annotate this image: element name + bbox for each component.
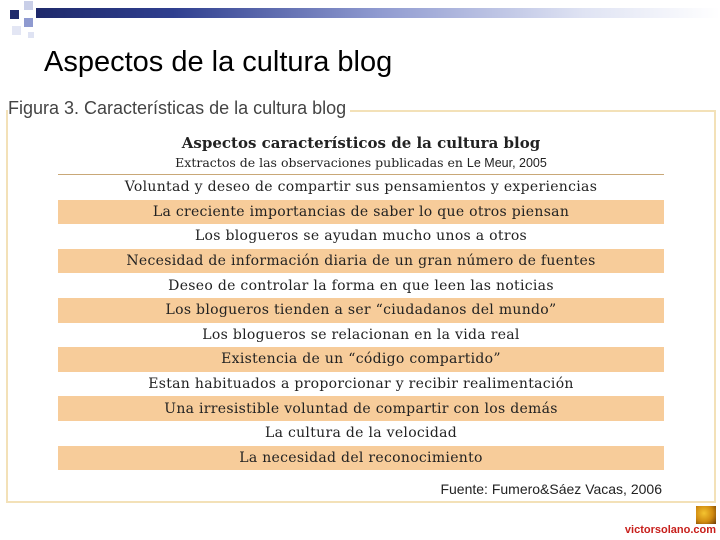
table-row: Existencia de un “código compartido” <box>58 347 664 372</box>
header-gradient-bar <box>36 8 720 18</box>
table-row: La cultura de la velocidad <box>264 425 458 442</box>
table-row: Deseo de controlar la forma en que leen las noticias <box>168 277 554 294</box>
table-row: Estan habituados a proporcionar y recibir realimentación <box>148 376 574 393</box>
table-row: Los blogueros se ayudan mucho unos a otros <box>194 228 528 245</box>
table-subtitle-prefix: Extractos de las observaciones publicadas en <box>175 155 467 170</box>
table-row: Los blogueros tienden a ser “ciudadanos del mundo” <box>58 298 664 323</box>
header-square-2 <box>24 1 33 10</box>
site-logo-text: victorsolano.com <box>624 524 716 536</box>
table-row: Necesidad de información diaria de un gran número de fuentes <box>58 249 664 274</box>
table-row: La creciente importancias de saber lo que otros piensan <box>58 200 664 225</box>
table-title: Aspectos característicos de la cultura blog <box>181 134 541 152</box>
header-square-5 <box>28 32 34 38</box>
figure-caption: Figura 3. Características de la cultura blog <box>8 98 350 119</box>
header-square-1 <box>10 10 19 19</box>
table-subtitle-source: Le Meur, 2005 <box>466 156 547 170</box>
table-subtitle <box>58 155 664 170</box>
header-square-4 <box>12 26 21 35</box>
characteristics-table <box>58 174 664 470</box>
table-row: Los blogueros se relacionan en la vida real <box>202 326 520 343</box>
table-row: La necesidad del reconocimiento <box>58 446 664 471</box>
slide-title: Aspectos de la cultura blog <box>44 46 393 78</box>
header-square-3 <box>24 18 33 27</box>
table-row: Una irresistible voluntad de compartir con los demás <box>58 396 664 421</box>
logo-icon <box>696 506 716 524</box>
table-row: Voluntad y deseo de compartir sus pensamientos y experiencias <box>124 179 598 196</box>
figure-source: Fuente: Fumero&Sáez Vacas, 2006 <box>440 481 662 497</box>
